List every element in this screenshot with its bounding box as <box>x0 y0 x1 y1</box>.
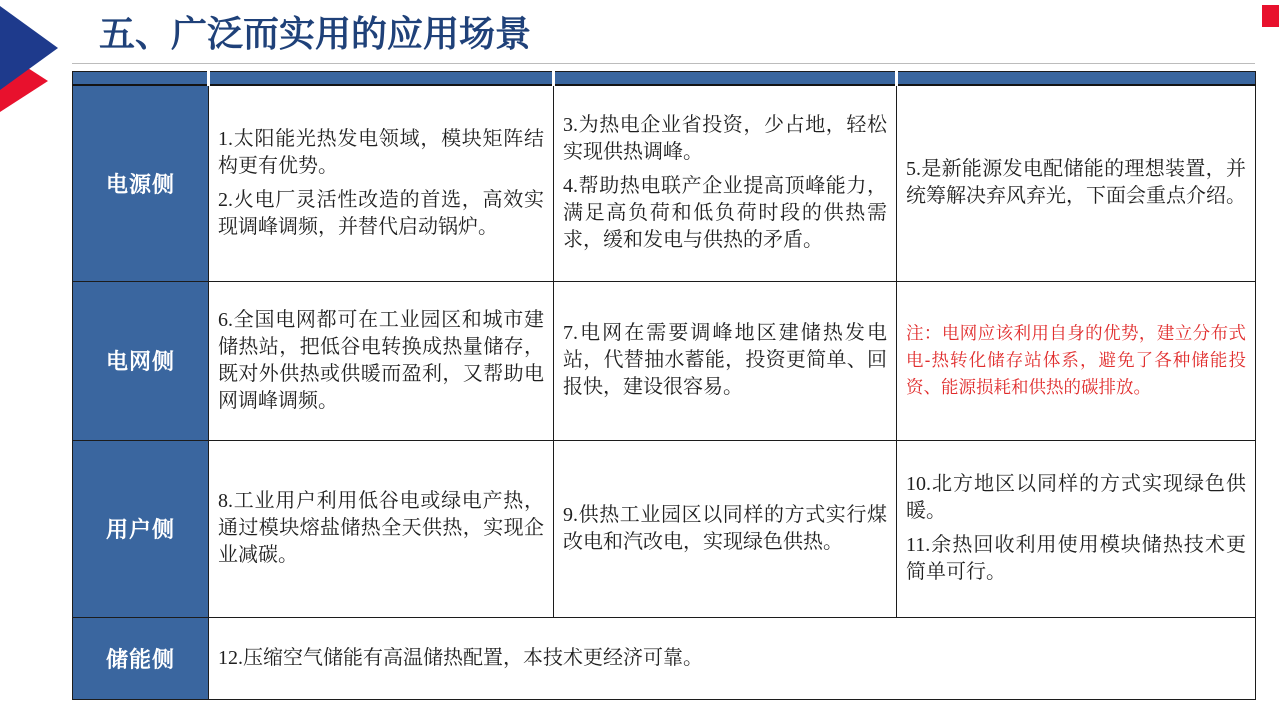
red-note-text: 注：电网应该利用自身的优势，建立分布式电-热转化储存站体系，避免了各种储能投资、能源损耗和供热的碳排放。 <box>906 322 1246 398</box>
row-label-grid-side: 电网侧 <box>73 281 209 440</box>
text-item-5: 5.是新能源发电配储能的理想装置，并统筹解决弃风弃光，下面会重点介绍。 <box>906 158 1246 208</box>
cell-grid-col1 <box>209 281 554 440</box>
header-cell-blank-2 <box>554 72 897 86</box>
application-scenarios-table <box>72 71 1256 700</box>
header-cell-blank-1 <box>209 72 554 86</box>
text-item-3: 3.为热电企业省投资，少占地，轻松实现供热调峰。 <box>563 114 887 164</box>
table-row-user-side <box>73 440 1256 617</box>
table-row-grid-side <box>73 281 1256 440</box>
cell-user-col1 <box>209 440 554 617</box>
cell-user-col2 <box>554 440 897 617</box>
header-cell-blank-label <box>73 72 209 86</box>
text-item-9: 9.供热工业园区以同样的方式实行煤改电和汽改电，实现绿色供热。 <box>563 503 887 553</box>
text-item-11: 11.余热回收利用使用模块储热技术更简单可行。 <box>906 534 1246 583</box>
text-item-1: 1.太阳能光热发电领域，模块矩阵结构更有优势。 <box>218 127 544 177</box>
cell-power-col2 <box>554 85 897 281</box>
row-label-user-side: 用户侧 <box>73 440 209 617</box>
text-item-2: 2.火电厂灵活性改造的首选，高效实现调峰调频，并替代启动锅炉。 <box>218 188 544 238</box>
cell-power-col3 <box>897 85 1256 281</box>
text-item-12: 12.压缩空气储能有高温储热配置，本技术更经济可靠。 <box>218 646 703 669</box>
header-cell-blank-3 <box>897 72 1256 86</box>
row-label-power-side: 电源侧 <box>73 85 209 281</box>
red-corner-marker <box>1262 5 1279 27</box>
text-item-4: 4.帮助热电联产企业提高顶峰能力，满足高负荷和低负荷时段的供热需求，缓和发电与供热的矛盾。 <box>563 175 887 252</box>
text-item-6: 6.全国电网都可在工业园区和城市建储热站，把低谷电转换成热量储存，既对外供热或供暖而盈利，又帮助电网调峰调频。 <box>218 308 544 412</box>
text-item-10: 10.北方地区以同样的方式实现绿色供暖。 <box>906 473 1246 522</box>
cell-grid-col2 <box>554 281 897 440</box>
slide-title: 五、广泛而实用的应用场景 <box>99 14 532 54</box>
table-header-row <box>73 72 1256 86</box>
table-top-rule <box>72 63 1255 64</box>
cell-power-col1 <box>209 85 554 281</box>
cell-grid-note <box>897 281 1256 440</box>
text-item-8: 8.工业用户利用低谷电或绿电产热，通过模块熔盐储热全天供热，实现企业减碳。 <box>218 490 544 566</box>
cell-storage-merged <box>209 617 1256 699</box>
cell-user-col3 <box>897 440 1256 617</box>
row-label-storage-side: 储能侧 <box>73 617 209 699</box>
table-row-power-side <box>73 85 1256 281</box>
text-item-7: 7.电网在需要调峰地区建储热发电站，代替抽水蓄能，投资更简单、回报快，建设很容易。 <box>563 322 887 398</box>
table-row-storage-side <box>73 617 1256 699</box>
